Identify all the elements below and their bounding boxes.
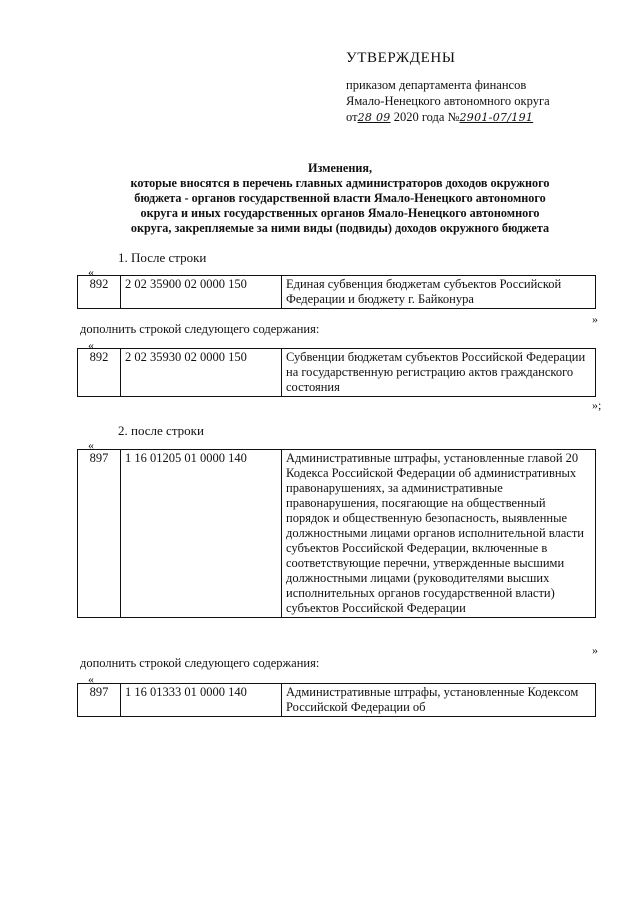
table-row: [78, 349, 596, 397]
record-table-before-2: [77, 449, 596, 618]
table-row: [78, 450, 596, 618]
order-year-text: 2020 года №: [393, 110, 460, 124]
record-table-new-1: [77, 348, 596, 397]
open-quote: «: [88, 265, 94, 279]
title-line: округа, закрепляемые за ними виды (подвиды) доходов окружного бюджета: [130, 221, 550, 235]
document-title: [60, 161, 620, 236]
kbk-code-cell: 2 02 35900 02 0000 150: [121, 276, 282, 309]
order-date-handwritten: 28 09: [357, 111, 391, 124]
section2-heading: 2. после строки: [118, 423, 204, 438]
open-quote: «: [88, 672, 94, 686]
approval-order-line3: [346, 110, 533, 125]
open-quote: «: [88, 438, 94, 452]
table-row: [78, 276, 596, 309]
title-line: бюджета - органов государственной власти Ямало-Ненецкого автономного: [134, 191, 546, 205]
kbk-code-cell: 2 02 35930 02 0000 150: [121, 349, 282, 397]
close-quote: »: [592, 312, 598, 326]
open-quote: «: [88, 338, 94, 352]
income-description-cell: Единая субвенция бюджетам субъектов Российской Федерации и бюджету г. Байконура: [282, 276, 596, 309]
income-description-cell: Субвенции бюджетам субъектов Российской Федерации на государственную регистрацию актов гражданского состояния: [282, 349, 596, 397]
kbk-code-cell: 1 16 01205 01 0000 140: [121, 450, 282, 618]
close-quote: »;: [592, 398, 602, 412]
table-row: [78, 684, 596, 717]
add-row-label: дополнить строкой следующего содержания:: [80, 656, 320, 670]
from-prefix: от: [346, 110, 358, 124]
section1-heading: 1. После строки: [118, 250, 207, 265]
approval-order-line2: Ямало-Ненецкого автономного округа: [346, 94, 550, 108]
title-line: которые вносятся в перечень главных администраторов доходов окружного: [130, 176, 550, 190]
order-number-handwritten: 2901-07/191: [459, 111, 534, 124]
admin-code-cell: 897: [78, 450, 121, 618]
income-description-cell: Административные штрафы, установленные главой 20 Кодекса Российской Федерации об административных правонарушениях, за административные правонарушения, посягающие на общественный порядок и общественную безопасность, выявленные должностными лицами органов исполнительной власти субъектов Российской Федерации, включенные в соответствующие перечни, утвержденные высшими должностными лицами (руководителями высших исполнительных органов государственной власти) субъектов Российской Федерации: [282, 450, 596, 618]
record-table-before-1: [77, 275, 596, 309]
income-description-cell: Административные штрафы, установленные Кодексом Российской Федерации об: [282, 684, 596, 717]
admin-code-cell: 892: [78, 349, 121, 397]
admin-code-cell: 897: [78, 684, 121, 717]
approved-heading: УТВЕРЖДЕНЫ: [346, 50, 456, 66]
title-line: Изменения,: [307, 161, 373, 175]
approval-order-line1: приказом департамента финансов: [346, 78, 527, 92]
close-quote: »: [592, 643, 598, 657]
kbk-code-cell: 1 16 01333 01 0000 140: [121, 684, 282, 717]
record-table-new-2: [77, 683, 596, 717]
add-row-label: дополнить строкой следующего содержания:: [80, 322, 320, 336]
admin-code-cell: 892: [78, 276, 121, 309]
title-line: округа и иных государственных органов Ямало-Ненецкого автономного: [140, 206, 540, 220]
